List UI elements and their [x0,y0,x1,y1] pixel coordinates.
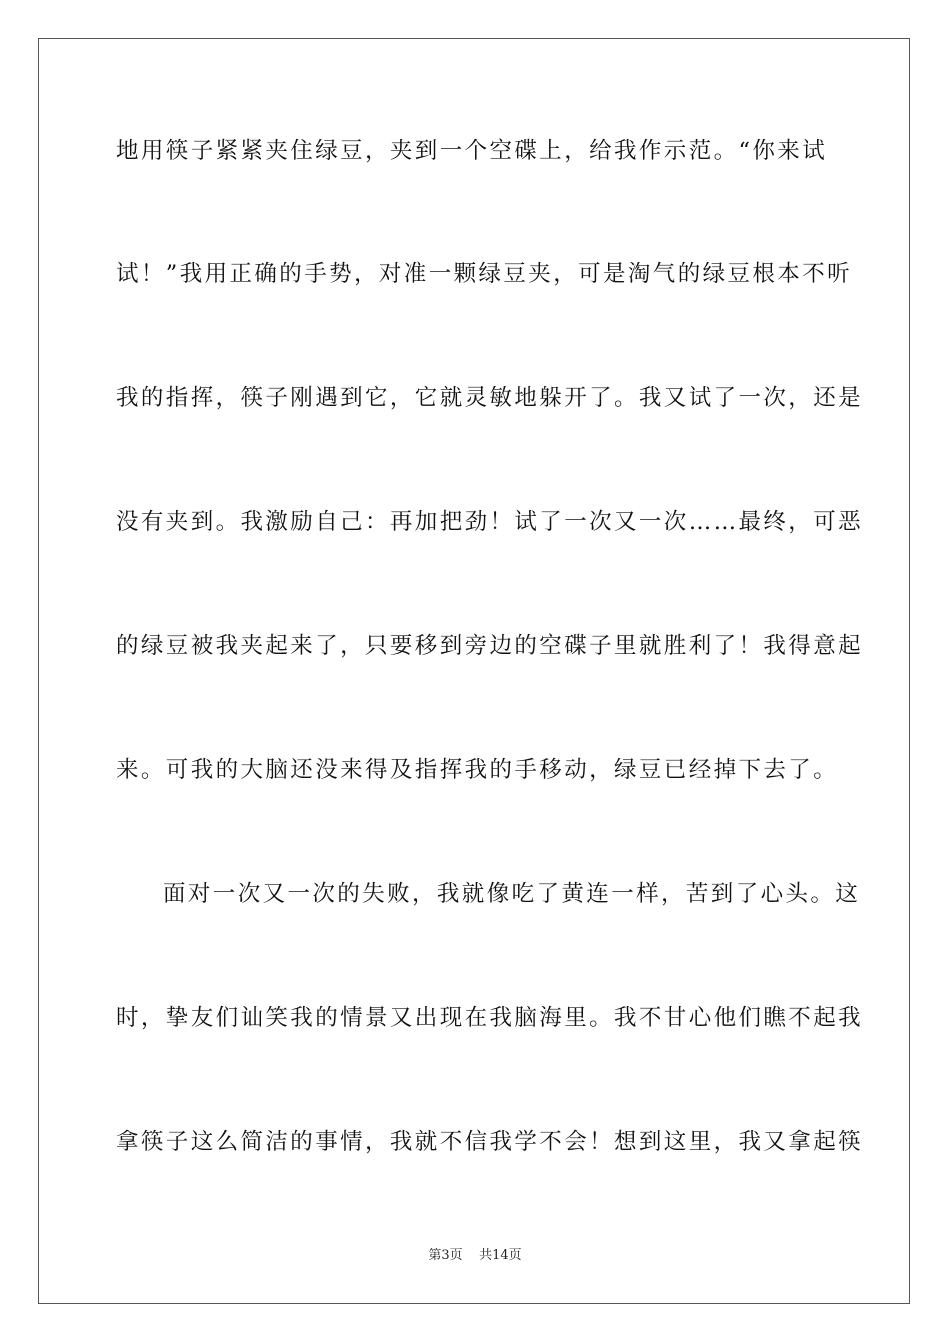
page-number: 第3页 [428,1248,463,1263]
text-line: 地用筷子紧紧夹住绿豆，夹到一个空碟上，给我作示范。“你来试 [116,138,828,164]
page-footer [0,1247,950,1265]
paragraph-first-line: 面对一次又一次的失败，我就像吃了黄连一样，苦到了心头。这 [163,881,861,907]
total-pages: 共14页 [479,1248,522,1263]
text-line: 的绿豆被我夹起来了，只要移到旁边的空碟子里就胜利了！我得意起 [116,633,864,659]
text-line: 试！”我用正确的手势，对准一颗绿豆夹，可是淘气的绿豆根本不听 [116,261,853,287]
text-line: 我的指挥，筷子刚遇到它，它就灵敏地躲开了。我又试了一次，还是 [116,385,864,411]
text-line: 没有夹到。我激励自己：再加把劲！试了一次又一次……最终，可恶 [116,509,864,535]
page-border [38,38,910,1304]
text-line: 拿筷子这么简洁的事情，我就不信我学不会！想到这里，我又拿起筷 [116,1129,864,1155]
text-line: 时，挚友们讪笑我的情景又出现在我脑海里。我不甘心他们瞧不起我 [116,1005,864,1031]
text-line: 来。可我的大脑还没来得及指挥我的手移动，绿豆已经掉下去了。 [116,757,839,783]
